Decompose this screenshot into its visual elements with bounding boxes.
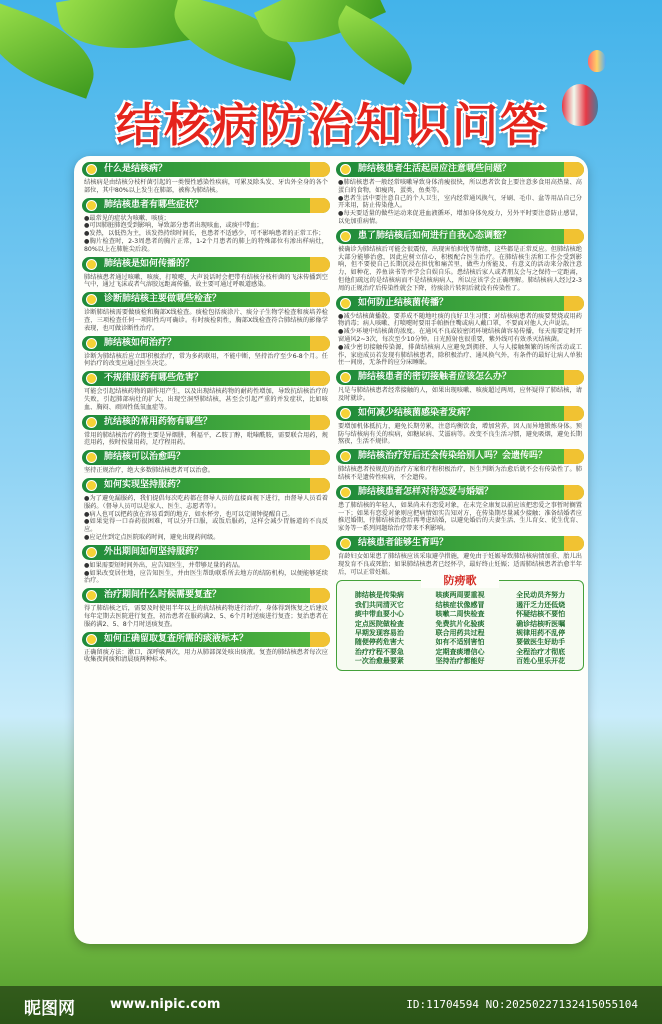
body-paragraph: ●胸片检查时，2-3周患者的胸片正常，1-2个月患者的肺上的特殊部位有渗出样病灶，80%以上在肺脏尖后段。 <box>84 237 328 253</box>
section-body <box>82 215 330 254</box>
body-paragraph: 被确诊为肺结核后可能会很震惊，出现害怕担忧等情绪，这些都是正常反应。但肺结核绝大部分能够治愈，因此应树立信心，积极配合医生治疗。在肺结核生活和工作会受到影响，但不要使自己长期沉浸在担忧和痛苦里，做些力所能及、有意义的活动来分散注意力，如种花、养鱼读书等并学会自娱自乐。患结核后家人或者朋友会与之保持一定距离，但他们疏远的是结核病而不是结核病病人，所以应该学会正确理解。肺结核病人经过2-3周的正规治疗后传染性就会下降，待痰涂片转阴后就没有传染性了。 <box>338 245 582 292</box>
bullet-icon <box>86 590 97 601</box>
section-body <box>82 605 330 628</box>
body-paragraph: ●病人也可以把药放在容易看到的地方，如水杯旁，也可以定闹钟提醒自己。 <box>84 510 294 518</box>
section-body <box>82 562 330 585</box>
heading-tail-decoration <box>564 536 584 551</box>
body-paragraph: ●肺结核患者一般经常咳嗽导致身体消瘦很快，所以患者饮食上要注意多食用高热量、高蛋白的食物，如瘦肉，蛋类，鱼类等。 <box>338 179 582 194</box>
bullet-icon <box>340 372 351 383</box>
section-body <box>336 423 584 446</box>
song-line: 全民动员齐努力 <box>516 591 566 600</box>
section-heading: 肺结核如何治疗？ <box>82 336 330 351</box>
body-paragraph: 患了肺结核的年轻人，如果尚未有恋爱对象，在未完全康复以前应该把恋爱之事暂时搁置一下；如果有恋爱对象则应把病情如实告知对方，在传染期尽量减少接触；准备结婚者应推迟婚期，待肺结核治愈后再考虑结婚，以避免婚后的夫妻生活、生儿育女、优生优育、家务等一系列问题给治疗带来不利影响。 <box>338 501 582 533</box>
heading-tail-decoration <box>310 478 330 493</box>
heading-tail-decoration <box>310 415 330 430</box>
section-body <box>82 495 330 542</box>
song-line: 遏汗乏力还低烧 <box>516 600 566 609</box>
qa-section <box>82 415 330 448</box>
section-heading: 抗结核的常用药物有哪些？ <box>82 415 330 430</box>
section-heading: 如何防止结核菌传播？ <box>336 296 584 311</box>
song-line: 结核症状像感冒 <box>435 600 485 609</box>
body-paragraph: 常用的肺结核治疗药物主要是异烟肼，利福平，乙胺丁醇，吡嗪酰胺，需要联合用药，规范用药，按时按量用药，足疗程用药。 <box>84 431 328 447</box>
bullet-icon <box>340 164 351 175</box>
body-paragraph: ●减少环境中结核菌的浓度。在通风不良或较密闭环境结核菌容易传播，每天需要定时开窗通风2~3次，每次至少10分钟。日光照射也很重要，紫外线可有效杀灭结核菌。 <box>338 328 582 343</box>
watermark-footer <box>0 986 662 1024</box>
section-body <box>82 432 330 448</box>
section-body <box>336 313 584 368</box>
qa-section <box>82 198 330 254</box>
heading-tail-decoration <box>564 449 584 464</box>
bullet-icon <box>86 259 97 270</box>
section-body <box>336 179 584 226</box>
section-body <box>82 309 330 332</box>
body-paragraph: 正确留痰方法：漱口，深呼吸两次，用力从肺部深处咳出痰液。复查的肺结核患者每次应收集夜间痰和清晨痰两种标本。 <box>84 648 328 664</box>
bullet-icon <box>86 164 97 175</box>
song-line: 治疗疗程不要急 <box>354 647 404 656</box>
bullet-icon <box>340 408 351 419</box>
bullet-icon <box>86 634 97 645</box>
section-heading: 肺结核患者的密切接触者应该怎么办？ <box>336 370 584 385</box>
qa-section <box>336 406 584 446</box>
heading-tail-decoration <box>310 336 330 351</box>
section-heading: 结核患者能够生育吗？ <box>336 536 584 551</box>
heading-tail-decoration <box>310 588 330 603</box>
body-paragraph: 结核病是由结核分枝杆菌引起的一类慢性感染性疾病，可累及除头发、牙齿外全身的各个部位，其中80%以上发生在肺部，被称为肺结核。 <box>84 179 328 194</box>
section-heading: 外出期间如何坚持服药？ <box>82 545 330 560</box>
heading-tail-decoration <box>564 485 584 500</box>
song-line: 联合用药共过程 <box>435 628 485 637</box>
body-paragraph: 肺结核患者按规范的治疗方案和疗程积极治疗，医生判断为治愈后就不会有传染性了。肺结核不是遗传性疾病，不会遗传。 <box>338 466 582 481</box>
song-line: 全程治疗才彻底 <box>516 647 566 656</box>
qa-section <box>336 449 584 482</box>
heading-tail-decoration <box>564 296 584 311</box>
content-board <box>74 156 588 944</box>
qa-section <box>82 336 330 369</box>
heading-tail-decoration <box>310 162 330 177</box>
song-line: 随便停药危害大 <box>354 638 404 647</box>
qa-section <box>82 632 330 665</box>
qa-section <box>82 588 330 628</box>
section-body <box>82 353 330 369</box>
section-body <box>82 649 330 665</box>
bullet-icon <box>86 480 97 491</box>
body-paragraph: ●应记住到定点医院取药时间，避免出现药间级。 <box>84 533 220 541</box>
qa-section <box>336 370 584 403</box>
heading-tail-decoration <box>564 406 584 421</box>
body-paragraph: ●每天要适量的做些运动来促进血液循环，增加身体免疫力，另外平时要注意防止感冒，以免加重病情。 <box>338 210 582 225</box>
anti-tb-song-box <box>336 574 584 670</box>
body-paragraph: ●减少密切接触传染源，排菌结核病人应避免到拥挤、人与人接触频繁的场所活动或工作，家庭成员若发现有肺结核患者，除积极治疗、通风换气外，有条件的最好让病人单独住一间房，无条件的应分床睡眠。 <box>338 343 582 367</box>
qa-section <box>336 485 584 533</box>
body-paragraph: ●为了避免漏服药，我们提倡每次吃药都在督导人员的直接面视下进行，由督导人员看着服药。（督导人员可以是家人、医生、志愿者等）。 <box>84 494 328 510</box>
song-line: 肺结核是传染病 <box>354 591 404 600</box>
section-heading: 肺结核是如何传播的？ <box>82 257 330 272</box>
body-paragraph: ●可因肺脏肺泡受到影响，导致部分患者出现咳血，或痰中带血； <box>84 222 263 230</box>
body-paragraph: 诊断肺结核需要做痰检和胸部X线检查。痰检包括痰涂片、痰分子生物学检查和痰培养检查，三项检查任何一项阳性均可确诊。有时痰检阴性，胸部X线检查符合肺结核的影像学表现，也可做诊断性治疗。 <box>84 309 328 332</box>
song-title: 防痨歌 <box>421 572 499 588</box>
body-paragraph: 要增加机体抵抗力，避免长期劳累，注意均衡饮食，增加营养，因人而异地锻炼身体。预防与结核病有关的疾病，如糖尿病、艾滋病等。改变不良生活习惯，避免吸烟，避免长期熬夜，生活不规律。 <box>338 422 582 446</box>
body-paragraph: ●如果需要短时间外出，应告知医生，并带够足量的药品。 <box>84 561 245 569</box>
body-paragraph: 得了肺结核之后，需要及时使用半年以上的抗结核药物进行治疗，身体得到恢复之后建议每年定期去医院进行复查，初治患者在服药满2、5、6个月时送痰进行复查；复治患者在服药满2、5、8个月时送痰复查。 <box>84 605 328 628</box>
song-line: 一次治愈最要紧 <box>354 657 404 666</box>
section-heading: 患了肺结核后如何进行自我心态调整？ <box>336 229 584 244</box>
heading-tail-decoration <box>310 371 330 386</box>
site-url: www.nipic.com <box>110 997 221 1012</box>
bullet-icon <box>86 547 97 558</box>
heading-tail-decoration <box>564 229 584 244</box>
body-paragraph: ●发热，以低热为主，该发热持续时间长，也患者不适感少，可不影响患者的正常工作； <box>84 230 325 238</box>
bullet-icon <box>86 200 97 211</box>
body-paragraph: 可能会引起结核药物的副作用产生，以及出现结核药物的耐药性增加，导致抗结核治疗的失败，引起肺部病灶的扩大，出现空洞型肺结核，甚至会引起严重的并发症状，比如咳血、胸闷、顽固性低氧血症等。 <box>84 388 328 411</box>
section-body <box>82 467 330 475</box>
section-heading: 肺结核患者生活起居应注意哪些问题？ <box>336 162 584 177</box>
song-line: 定期查痰增信心 <box>435 647 485 656</box>
song-line: 如有不适别害怕 <box>435 638 485 647</box>
heading-tail-decoration <box>310 198 330 213</box>
hot-air-balloon-icon <box>588 50 606 72</box>
heading-tail-decoration <box>310 632 330 647</box>
right-column <box>336 162 584 671</box>
body-paragraph: ●如果觉得一口吞药很困难，可以分开口服，或饭后服药，这样会减少胃肠道的不良反应。 <box>84 518 328 534</box>
poster-title: 结核病防治知识问答 <box>116 98 548 152</box>
song-line: 坚持治疗都能好 <box>435 657 485 666</box>
body-paragraph: 育龄妇女如果患了肺结核应该采取避孕措施，避免由于妊娠导致肺结核病情加重、胎儿出现发育不良或死胎；如果肺结核患者已经怀孕，最好终止妊娠；适需肺结核患者治愈半年后，可以正常妊娠。 <box>338 552 582 576</box>
song-line: 定点医院做检查 <box>354 619 404 628</box>
qa-section <box>82 162 330 195</box>
song-line: 咳痰两周要重视 <box>435 591 485 600</box>
section-body <box>336 466 584 482</box>
left-column <box>82 162 330 667</box>
song-line: 要做医生好助手 <box>516 638 566 647</box>
section-heading: 治疗期间什么时候需要复查？ <box>82 588 330 603</box>
bullet-icon <box>340 487 351 498</box>
section-heading: 诊断肺结核主要做哪些检查？ <box>82 292 330 307</box>
qa-section <box>82 371 330 411</box>
qa-section <box>336 296 584 368</box>
song-line: 痰中带血要小心 <box>354 610 404 619</box>
bullet-icon <box>86 452 97 463</box>
song-line: 早期发现容易治 <box>354 628 404 637</box>
section-body <box>336 502 584 533</box>
bullet-icon <box>340 231 351 242</box>
bullet-icon <box>340 538 351 549</box>
section-heading: 不规律服药有哪些危害？ <box>82 371 330 386</box>
qa-section <box>82 545 330 585</box>
bullet-icon <box>340 451 351 462</box>
body-paragraph: 凡是与肺结核患者经常接触的人，如果出现咳嗽、咳痰超过两周，应怀疑得了肺结核，请及时就诊。 <box>338 387 582 402</box>
heading-tail-decoration <box>564 162 584 177</box>
section-heading: 如何正确留取复查所需的痰液标本？ <box>82 632 330 647</box>
song-line: 咳嗽二周快检查 <box>435 610 485 619</box>
heading-tail-decoration <box>310 450 330 465</box>
section-body <box>336 246 584 293</box>
image-id: ID:11704594 NO:20250227132415055104 <box>406 998 638 1011</box>
heading-tail-decoration <box>310 257 330 272</box>
body-paragraph: 肺结核患者通过咳嗽、咳痰，打喷嚏，大声说话时会把带有结核分枝杆菌的飞沫传播到空气中，通过飞沫或者气溶胶远距离传播，故主要可通过呼吸道感染。 <box>84 273 328 289</box>
bullet-icon <box>86 417 97 428</box>
section-body <box>82 274 330 290</box>
section-heading: 肺结核治疗好后还会传染给别人吗？会遗传吗？ <box>336 449 584 464</box>
song-line: 我们共同清灭它 <box>354 600 404 609</box>
body-paragraph: ●减少结核菌播散。要养成不随地吐痰的良好卫生习惯；对结核病患者的痰要焚烧或用药物消毒；病人咳嗽、打喷嚏时要用手帕捂住嘴或病人戴口罩，不要面对他人大声说话。 <box>338 312 582 328</box>
section-body <box>336 387 584 403</box>
heading-tail-decoration <box>310 292 330 307</box>
song-line: 怀疑结核不要怕 <box>516 610 566 619</box>
section-body <box>82 388 330 411</box>
qa-section <box>336 229 584 293</box>
section-heading: 肺结核患者有哪些症状？ <box>82 198 330 213</box>
song-line: 规律用药不乱停 <box>516 628 566 637</box>
song-lines <box>341 591 579 666</box>
bullet-icon <box>86 373 97 384</box>
qa-section <box>336 536 584 576</box>
site-logo: 昵图网 <box>24 999 75 1019</box>
body-paragraph: ●患者生活中要注意自己的个人卫生，室内经常通风换气，牙刷、毛巾、盆等用品自己分开来用，防止传染他人。 <box>338 194 582 210</box>
section-heading: 肺结核患者怎样对待恋爱与婚姻？ <box>336 485 584 500</box>
section-heading: 肺结核可以治愈吗？ <box>82 450 330 465</box>
heading-tail-decoration <box>564 370 584 385</box>
qa-section <box>82 478 330 542</box>
bullet-icon <box>340 298 351 309</box>
heading-tail-decoration <box>310 545 330 560</box>
section-heading: 如何减少结核菌感染者发病？ <box>336 406 584 421</box>
section-heading: 如何实现坚持服药？ <box>82 478 330 493</box>
body-paragraph: 坚持正规治疗，绝大多数肺结核患者可以治愈。 <box>84 467 214 475</box>
song-line: 免费抗片化验痰 <box>435 619 485 628</box>
qa-section <box>82 450 330 475</box>
bullet-icon <box>86 294 97 305</box>
qa-section <box>82 292 330 332</box>
bullet-icon <box>86 338 97 349</box>
body-paragraph: ●最常见的症状为咳嗽、咳痰； <box>84 214 170 222</box>
qa-section <box>336 162 584 226</box>
section-body <box>82 179 330 195</box>
qa-section <box>82 257 330 290</box>
song-line: 百姓心里乐开花 <box>516 657 566 666</box>
section-heading: 什么是结核病？ <box>82 162 330 177</box>
song-line: 确诊结核听医嘱 <box>516 619 566 628</box>
body-paragraph: ●如果改变居住地，应告知医生，并由医生帮助联系所去地方的结防机构，以便能够延续治疗。 <box>84 569 328 585</box>
body-paragraph: 诊断为肺结核后应立即积极治疗，常为多药联用，不能中断，坚持治疗至少6-8个月。任何治疗的改变应通过医生决定。 <box>84 352 328 368</box>
